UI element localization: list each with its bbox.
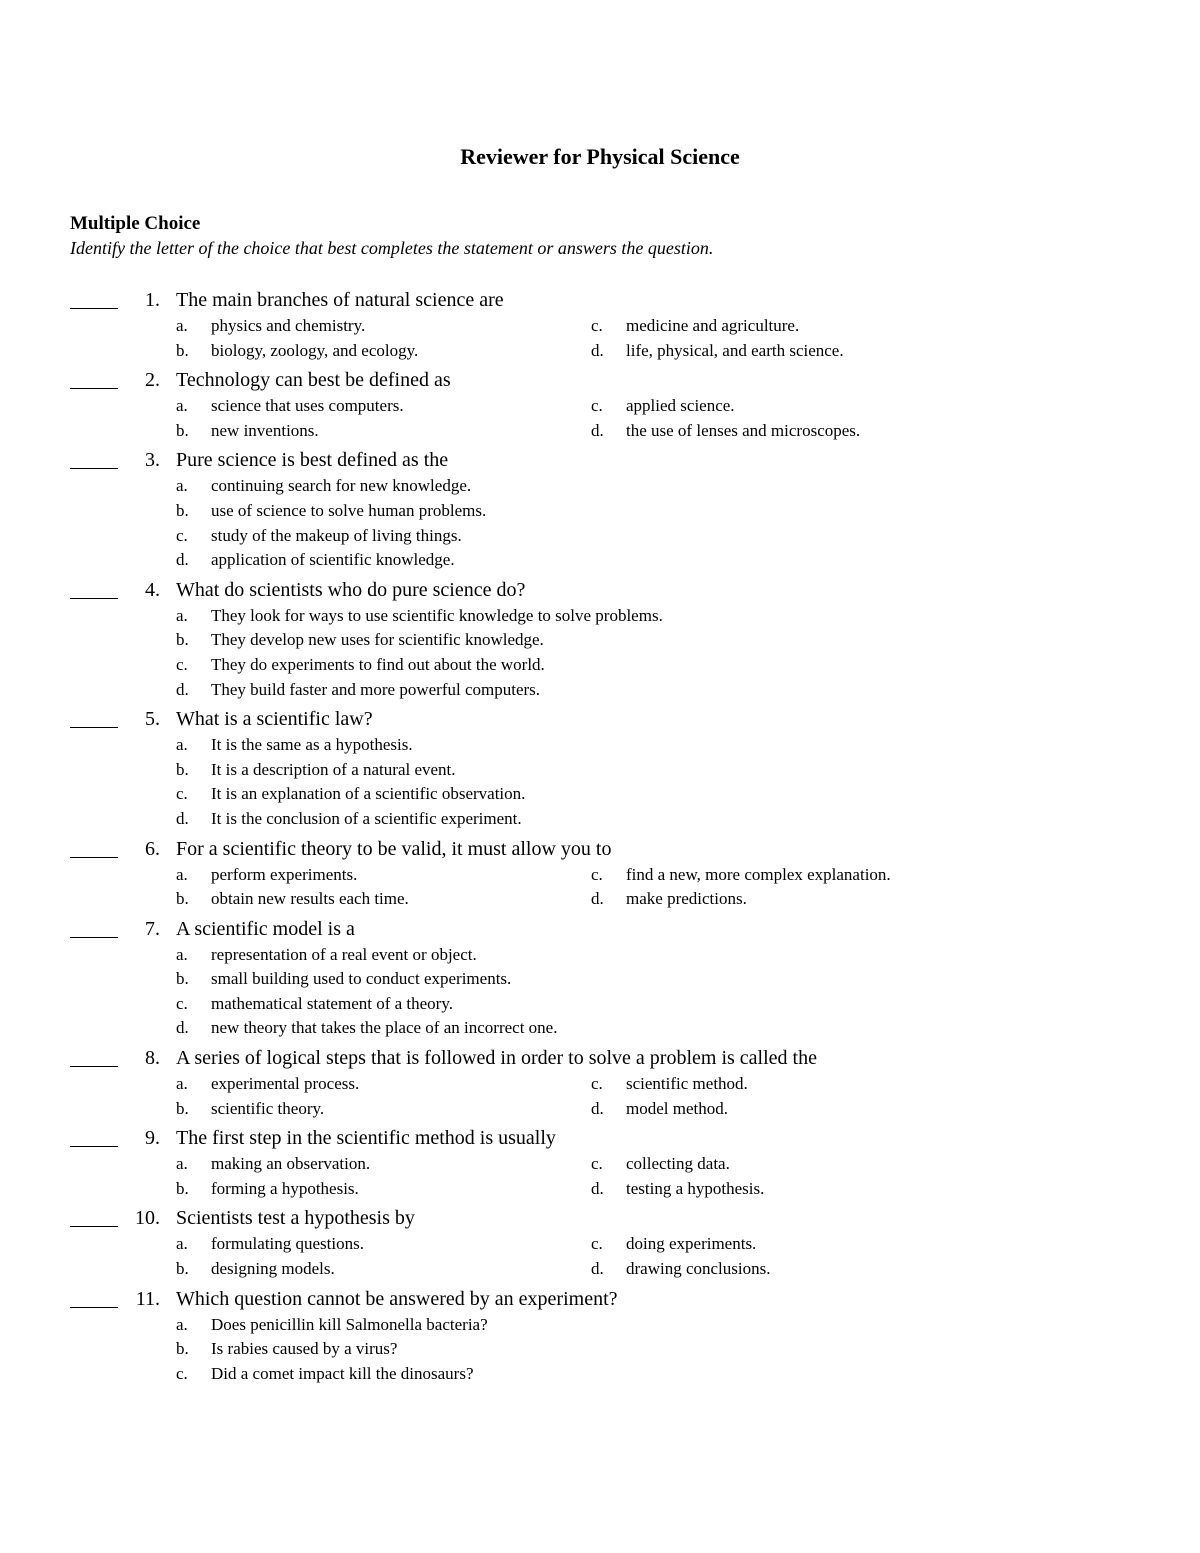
question-text: The first step in the scientific method is usually: [176, 1127, 556, 1150]
section-heading: Multiple Choice: [70, 213, 201, 234]
option-text: physics and chemistry.: [211, 316, 366, 335]
option-letter: c.: [591, 864, 603, 884]
option-text: find a new, more complex explanation.: [626, 864, 891, 884]
option-text: representation of a real event or object.: [211, 944, 477, 964]
answer-blank[interactable]: [70, 1226, 118, 1227]
question-text: The main branches of natural science are: [176, 289, 504, 311]
question-item: [0, 1125, 1200, 1205]
option-letter: c.: [591, 1154, 603, 1174]
option-row: [0, 604, 1200, 629]
option-letter: a.: [176, 864, 188, 884]
option-text: They do experiments to find out about the world.: [211, 654, 545, 674]
option-letter: b.: [176, 1259, 189, 1279]
option-letter: b.: [176, 630, 189, 650]
option-text: use of science to solve human problems.: [211, 500, 487, 520]
question-number: 2.: [145, 369, 160, 392]
option-text: testing a hypothesis.: [626, 1178, 765, 1198]
option-row: [0, 339, 1200, 364]
question-text: What do scientists who do pure science do?: [176, 578, 526, 601]
option-text: applied science.: [626, 396, 735, 416]
option-letter: c.: [591, 1074, 603, 1094]
answer-blank[interactable]: [70, 1066, 118, 1067]
option-row: [0, 1097, 1200, 1122]
option-text: make predictions.: [626, 889, 747, 909]
option-text: collecting data.: [626, 1154, 730, 1174]
option-letter: d.: [176, 808, 189, 828]
option-text: the use of lenses and microscopes.: [626, 420, 861, 440]
option-row: [0, 758, 1200, 783]
option-text: doing experiments.: [626, 1234, 757, 1254]
option-letter: a.: [176, 476, 188, 496]
question-text: Technology can best be defined as: [176, 369, 451, 392]
option-row: [0, 678, 1200, 703]
option-letter: c.: [591, 396, 603, 416]
option-letter: b.: [176, 500, 189, 520]
option-text: new theory that takes the place of an incorrect one.: [211, 1018, 558, 1038]
option-text: obtain new results each time.: [211, 889, 409, 909]
option-row: [0, 1337, 1200, 1362]
option-letter: b.: [176, 420, 189, 440]
answer-blank[interactable]: [70, 598, 118, 599]
option-text: scientific method.: [626, 1074, 748, 1094]
option-text: designing models.: [211, 1259, 335, 1279]
option-letter: a.: [176, 1154, 188, 1174]
option-letter: b.: [176, 1339, 189, 1359]
option-text: scientific theory.: [211, 1098, 325, 1118]
option-letter: d.: [176, 550, 189, 570]
option-row: [0, 419, 1200, 444]
option-text: Is rabies caused by a virus?: [211, 1339, 398, 1359]
option-text: continuing search for new knowledge.: [211, 476, 472, 496]
question-number: 1.: [145, 289, 160, 311]
option-letter: d.: [591, 1259, 604, 1279]
option-letter: c.: [591, 316, 603, 335]
option-row: [0, 1362, 1200, 1387]
option-letter: c.: [176, 784, 188, 804]
question-stem: [0, 1045, 1200, 1072]
option-letter: b.: [176, 1098, 189, 1118]
option-row: [0, 887, 1200, 912]
option-row: [0, 1072, 1200, 1097]
answer-blank[interactable]: [70, 937, 118, 938]
question-text: Pure science is best defined as the: [176, 449, 449, 472]
option-text: biology, zoology, and ecology.: [211, 340, 419, 360]
question-stem: [0, 1286, 1200, 1313]
option-row: [0, 653, 1200, 678]
option-text: making an observation.: [211, 1154, 371, 1174]
question-item: [0, 447, 1200, 576]
question-item: [0, 706, 1200, 835]
option-letter: c.: [176, 993, 188, 1013]
option-row: [0, 1257, 1200, 1282]
option-text: drawing conclusions.: [626, 1259, 771, 1279]
question-text: What is a scientific law?: [176, 708, 373, 731]
option-letter: d.: [591, 889, 604, 909]
option-row: [0, 314, 1200, 339]
option-letter: c.: [176, 525, 188, 545]
option-row: [0, 1152, 1200, 1177]
option-letter: d.: [591, 1178, 604, 1198]
option-text: formulating questions.: [211, 1234, 364, 1254]
question-number: 10.: [135, 1207, 160, 1230]
option-text: medicine and agriculture.: [626, 316, 800, 335]
question-stem: [0, 577, 1200, 604]
option-letter: b.: [176, 340, 189, 360]
option-letter: c.: [591, 1234, 603, 1254]
option-letter: a.: [176, 944, 188, 964]
option-text: It is the same as a hypothesis.: [211, 735, 413, 755]
question-item: [0, 1205, 1200, 1285]
answer-blank[interactable]: [70, 468, 118, 469]
question-number: 8.: [145, 1047, 160, 1070]
option-row: [0, 548, 1200, 573]
question-number: 11.: [135, 1287, 160, 1310]
question-number: 3.: [145, 449, 160, 472]
option-text: Does penicillin kill Salmonella bacteria?: [211, 1314, 488, 1334]
option-row: [0, 992, 1200, 1017]
option-text: forming a hypothesis.: [211, 1178, 359, 1198]
option-text: small building used to conduct experiments.: [211, 969, 512, 989]
question-text: For a scientific theory to be valid, it must allow you to: [176, 837, 612, 860]
answer-blank[interactable]: [70, 308, 118, 309]
option-letter: d.: [591, 1098, 604, 1118]
option-row: [0, 524, 1200, 549]
question-text: A scientific model is a: [176, 917, 355, 940]
answer-blank[interactable]: [70, 857, 118, 858]
question-stem: [0, 367, 1200, 394]
option-row: [0, 1177, 1200, 1202]
option-letter: b.: [176, 969, 189, 989]
question-text: A series of logical steps that is followed in order to solve a problem is called the: [176, 1047, 817, 1070]
option-row: [0, 474, 1200, 499]
option-text: experimental process.: [211, 1074, 360, 1094]
question-number: 4.: [145, 578, 160, 601]
question-stem: [0, 916, 1200, 943]
question-stem: [0, 287, 1200, 314]
answer-blank[interactable]: [70, 1307, 118, 1308]
question-number: 9.: [145, 1127, 160, 1150]
option-letter: d.: [591, 340, 604, 360]
question-item: [0, 577, 1200, 706]
question-stem: [0, 706, 1200, 733]
document-title: Reviewer for Physical Science: [460, 144, 740, 169]
option-letter: a.: [176, 396, 188, 416]
option-text: They look for ways to use scientific knowledge to solve problems.: [211, 605, 663, 625]
option-letter: d.: [176, 1018, 189, 1038]
option-row: [0, 628, 1200, 653]
option-letter: d.: [591, 420, 604, 440]
section-instructions: Identify the letter of the choice that best completes the statement or answers the question.: [70, 238, 714, 258]
option-text: It is an explanation of a scientific observation.: [211, 784, 526, 804]
question-item: [0, 287, 1200, 367]
option-letter: a.: [176, 1074, 188, 1094]
answer-blank[interactable]: [70, 388, 118, 389]
question-item: [0, 1045, 1200, 1125]
question-number: 5.: [145, 708, 160, 731]
option-text: mathematical statement of a theory.: [211, 993, 453, 1013]
answer-blank[interactable]: [70, 1146, 118, 1147]
option-row: [0, 733, 1200, 758]
option-letter: a.: [176, 735, 188, 755]
answer-blank[interactable]: [70, 727, 118, 728]
option-letter: b.: [176, 889, 189, 909]
option-text: science that uses computers.: [211, 396, 404, 416]
option-text: They develop new uses for scientific knowledge.: [211, 630, 544, 650]
option-letter: c.: [176, 654, 188, 674]
option-letter: a.: [176, 1314, 188, 1334]
option-text: They build faster and more powerful computers.: [211, 679, 541, 699]
option-letter: a.: [176, 316, 188, 335]
option-row: [0, 967, 1200, 992]
question-list: [0, 287, 1200, 1390]
option-row: [0, 943, 1200, 968]
option-row: [0, 1313, 1200, 1338]
question-number: 7.: [145, 917, 160, 940]
option-letter: a.: [176, 1234, 188, 1254]
question-stem: [0, 1205, 1200, 1232]
option-text: new inventions.: [211, 420, 319, 440]
question-item: [0, 367, 1200, 447]
question-item: [0, 1286, 1200, 1391]
option-row: [0, 807, 1200, 832]
question-stem: [0, 836, 1200, 863]
option-letter: b.: [176, 759, 189, 779]
option-letter: b.: [176, 1178, 189, 1198]
option-text: application of scientific knowledge.: [211, 550, 455, 570]
option-text: perform experiments.: [211, 864, 358, 884]
option-letter: d.: [176, 679, 189, 699]
question-item: [0, 916, 1200, 1045]
option-text: Did a comet impact kill the dinosaurs?: [211, 1363, 474, 1383]
option-text: model method.: [626, 1098, 728, 1118]
option-text: life, physical, and earth science.: [626, 340, 844, 360]
option-row: [0, 1232, 1200, 1257]
question-number: 6.: [145, 837, 160, 860]
question-stem: [0, 447, 1200, 474]
question-text: Which question cannot be answered by an experiment?: [176, 1287, 618, 1310]
question-stem: [0, 1125, 1200, 1152]
option-row: [0, 782, 1200, 807]
option-text: It is the conclusion of a scientific experiment.: [211, 808, 522, 828]
option-letter: a.: [176, 605, 188, 625]
question-text: Scientists test a hypothesis by: [176, 1207, 415, 1230]
option-text: study of the makeup of living things.: [211, 525, 462, 545]
option-letter: c.: [176, 1363, 188, 1383]
option-text: It is a description of a natural event.: [211, 759, 456, 779]
option-row: [0, 1016, 1200, 1041]
option-row: [0, 863, 1200, 888]
option-row: [0, 499, 1200, 524]
option-row: [0, 394, 1200, 419]
question-item: [0, 836, 1200, 916]
